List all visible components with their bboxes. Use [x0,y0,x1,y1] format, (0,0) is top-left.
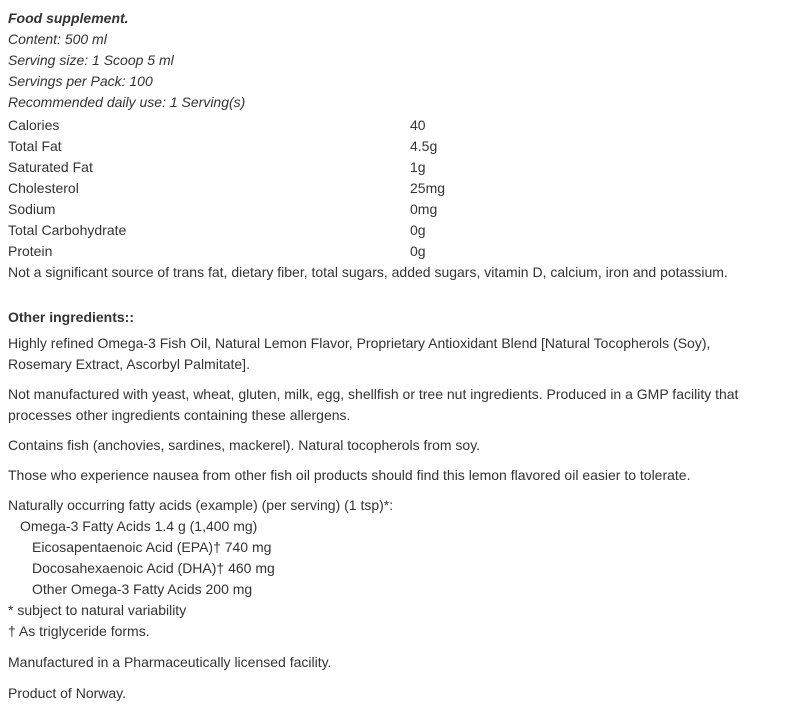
nutrition-label: Total Fat [8,138,62,154]
fatty-acid-item: Omega-3 Fatty Acids 1.4 g (1,400 mg) [20,518,258,534]
nutrition-value: 0g [410,222,426,238]
table-row [8,136,777,157]
nutrition-label: Protein [8,243,53,259]
nutrition-table [8,115,777,262]
table-row [8,178,777,199]
servings-per-pack-line: Servings per Pack: 100 [8,73,153,89]
allergen-paragraph: Not manufactured with yeast, wheat, gluten, milk, egg, shellfish or tree nut ingredients. Produced in a GMP facility that processes other ingredients containing these allergens. [8,386,739,423]
nutrition-value: 4.5g [410,138,438,154]
ingredients-paragraph: Highly refined Omega-3 Fish Oil, Natural Lemon Flavor, Proprietary Antioxidant Blend [Natural Tocopherols (Soy), Rosemary Extract, Ascorbyl Palmitate]. [8,335,711,372]
table-row [8,115,777,136]
nausea-note-paragraph: Those who experience nausea from other fish oil products should find this lemon flavored oil easier to tolerate. [8,467,691,483]
fatty-acids-intro: Naturally occurring fatty acids (example) (per serving) (1 tsp)*: [8,497,394,513]
fatty-acids-block [8,495,777,642]
nutrition-value: 0g [410,243,426,259]
nutrition-footnote: Not a significant source of trans fat, dietary fiber, total sugars, added sugars, vitamin D, calcium, iron and potassium. [8,264,728,280]
variability-footnote: * subject to natural variability [8,602,187,618]
nutrition-value: 25mg [410,180,446,196]
table-row [8,220,777,241]
content-line: Content: 500 ml [8,31,107,47]
table-row [8,199,777,220]
nutrition-label: Sodium [8,201,56,217]
supplement-title: Food supplement. [8,10,129,26]
nutrition-value: 40 [410,117,426,133]
facility-line: Manufactured in a Pharmaceutically licensed facility. [8,654,332,670]
nutrition-label: Saturated Fat [8,159,93,175]
fatty-acid-item: Eicosapentaenoic Acid (EPA)† 740 mg [32,539,272,555]
triglyceride-footnote: † As triglyceride forms. [8,623,150,639]
nutrition-label: Cholesterol [8,180,79,196]
other-ingredients-heading: Other ingredients:: [8,309,135,325]
nutrition-label: Calories [8,117,60,133]
nutrition-value: 0mg [410,201,438,217]
fatty-acid-item: Other Omega-3 Fatty Acids 200 mg [32,581,253,597]
recommended-use-line: Recommended daily use: 1 Serving(s) [8,94,246,110]
nutrition-label: Total Carbohydrate [8,222,127,238]
fatty-acid-item: Docosahexaenoic Acid (DHA)† 460 mg [32,560,275,576]
table-row [8,157,777,178]
origin-line: Product of Norway. [8,685,127,701]
nutrition-value: 1g [410,159,426,175]
serving-size-line: Serving size: 1 Scoop 5 ml [8,52,174,68]
table-row [8,241,777,262]
contains-fish-paragraph: Contains fish (anchovies, sardines, mackerel). Natural tocopherols from soy. [8,437,481,453]
